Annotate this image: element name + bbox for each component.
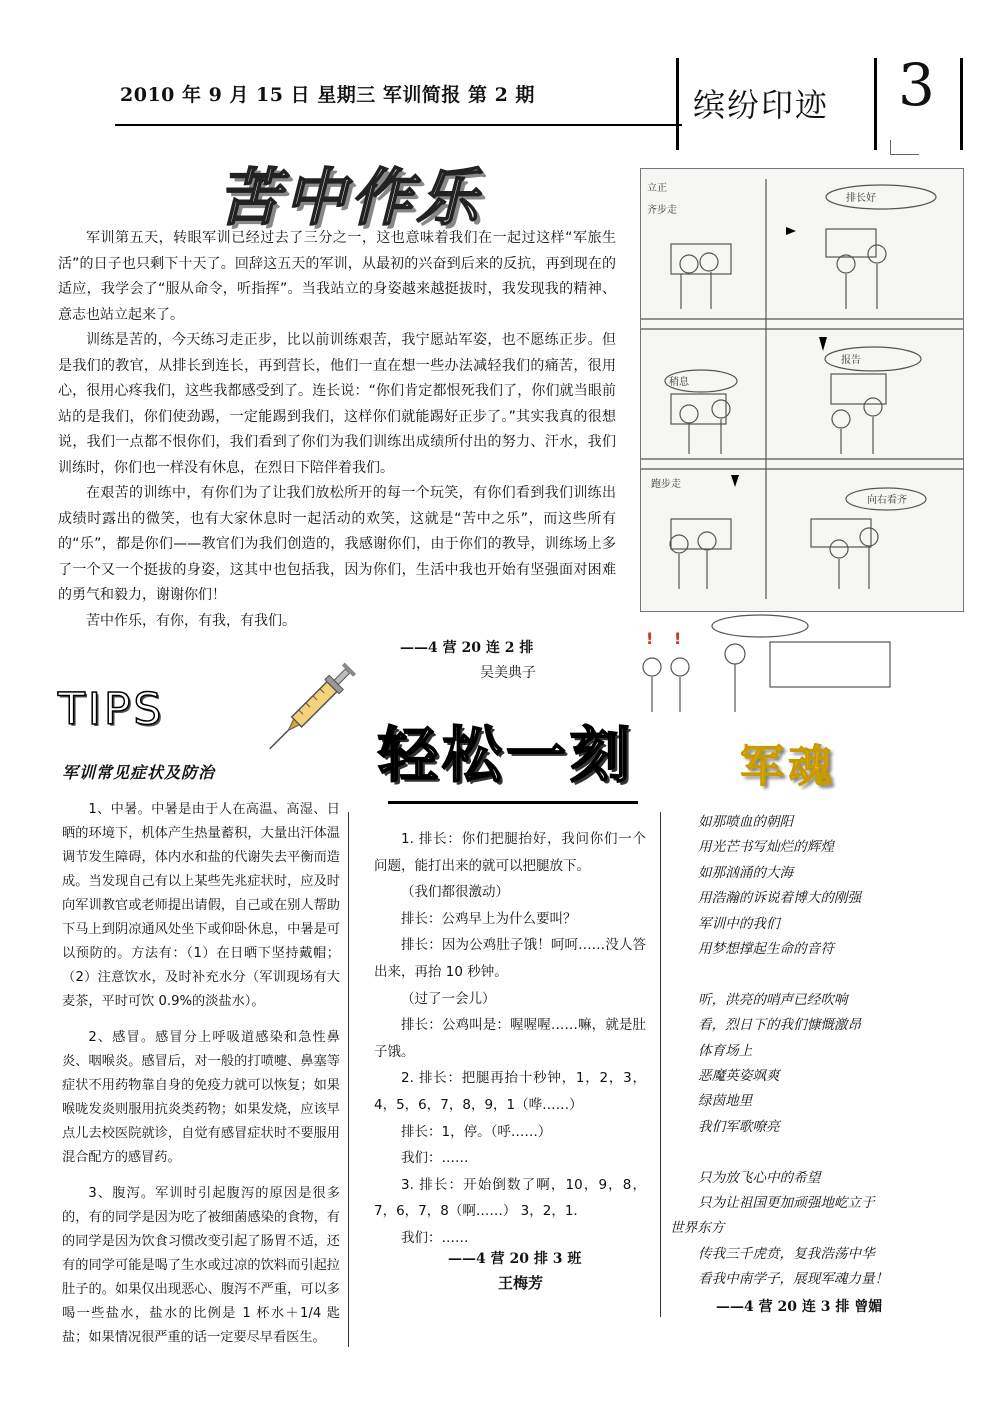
stanza-gap	[670, 1140, 950, 1165]
article-title-kuzhong: 苦中作乐	[218, 161, 483, 234]
comic-label: 齐步走	[647, 205, 677, 216]
comic-label: 向右看齐	[867, 495, 907, 506]
joke-line: 排长：公鸡叫是：喔喔喔……嘛，就是肚子饿。	[374, 1017, 646, 1060]
header-rule	[115, 124, 682, 126]
column-title: 缤纷印迹	[693, 86, 830, 124]
poem-line: 听，洪亮的哨声已经吹响	[698, 991, 848, 1008]
syringe-icon	[260, 650, 370, 760]
svg-text:!: !	[674, 629, 682, 648]
poem-title: 军魂	[740, 741, 836, 792]
poem-line: 世界东方	[670, 1220, 725, 1237]
joke-line: 3. 排长：开始倒数了啊，10，9，8，7，6，7，8（啊……） 3，2，1.	[374, 1176, 646, 1220]
poem-line: 体育场上	[698, 1042, 753, 1059]
poem-line: 我们军歌嘹亮	[698, 1118, 780, 1135]
poem-line: 如那喷血的朝阳	[698, 814, 794, 830]
header-divider-right	[960, 58, 963, 150]
poem-line: 如那汹涌的大海	[698, 864, 794, 881]
comic-label: 排长好	[846, 193, 876, 204]
section-title-qingsong: 轻松一刻	[378, 721, 634, 791]
poem-line: 绿茵地里	[698, 1093, 753, 1110]
article-paragraph: 苦中作乐，有你，有我，有我们。	[86, 612, 296, 629]
tips-body	[62, 798, 340, 1350]
joke-line: （我们都很激动）	[401, 884, 509, 901]
tips-subtitle: 军训常见症状及防治	[62, 763, 216, 782]
article-signature-unit: ——4 营 20 连 2 排	[400, 640, 534, 656]
joke-line: 排长：公鸡早上为什么要叫？	[401, 910, 577, 927]
joke-body	[374, 826, 646, 1252]
joke-line: 排长：1，停。（呼……）	[401, 1123, 552, 1140]
page-corner-mark	[890, 140, 919, 155]
poem-line: 用浩瀚的诉说着博大的刚强	[698, 890, 862, 907]
poem-line: 只为放飞心中的希望	[698, 1169, 821, 1186]
header-divider-left	[676, 58, 679, 150]
poem-line: 恶魔英姿飒爽	[698, 1068, 780, 1085]
training-comic	[640, 168, 964, 612]
joke-line: 排长：因为公鸡肚子饿！呵呵……没人答出来，再抬 10 秒钟。	[374, 937, 646, 980]
poem-line: 用光芒书写灿烂的辉煌	[698, 839, 834, 856]
poem-signature: ——4 营 20 连 3 排 曾媚	[716, 1299, 883, 1315]
stanza-gap	[670, 962, 950, 987]
tips-paragraph: 3、腹泻。军训时引起腹泻的原因是很多的，有的同学是因为吃了被细菌感染的食物，有的同学是因为饮食习惯改变引起了肠胃不适，还有的同学可能是喝了生水或过凉的饮料而引起拉肚子的。如果仅出现恶心、腹泻不严重，可以多喝一些盐水，盐水的比例是 1 杯水＋1/4 匙盐；如果情况很严重的话一定要尽早看医生。	[62, 1186, 340, 1345]
joke-line: 1. 排长：你们把腿抬好，我问你们一个问题，能打出来的就可以把腿放下。	[374, 831, 646, 874]
comic-drawing	[641, 169, 963, 611]
column-divider	[348, 812, 349, 1347]
tips-title: TIPS	[58, 684, 165, 735]
svg-text:!: !	[646, 629, 654, 648]
joke-signature-name: 王梅芳	[498, 1274, 544, 1292]
title-underline	[388, 801, 638, 804]
joke-line: 我们：……	[401, 1150, 469, 1167]
article-paragraph: 在艰苦的训练中，有你们为了让我们放松所开的每一个玩笑，有你们看到我们训练出成绩时露出的微笑，也有大家休息时一起活动的欢笑，这就是“苦中之乐”，而这些所有的“乐”，都是你们——教官们为我们创造的，我感谢你们，由于你们的教导，训练场上多了一个又一个挺拔的身姿，这其中也包括我，因为你们，生活中我也开始有坚强面对困难的勇气和毅力，谢谢你们！	[58, 485, 616, 603]
poem-line: 用梦想撑起生命的音符	[698, 941, 834, 958]
poem-line: 军训中的我们	[698, 915, 780, 932]
poem-line: 看，烈日下的我们慷慨激昂	[698, 1017, 862, 1034]
comic-label: 稍息	[669, 377, 689, 388]
poem-line: 看我中南学子，展现军魂力量！	[698, 1271, 889, 1288]
comic-lower-drawing	[640, 612, 940, 722]
tips-paragraph: 1、中暑。中暑是由于人在高温、高湿、日晒的环境下，机体产生热量蓄积，大量出汗体温调节发生障碍，体内水和盐的代谢失去平衡而造成。当发现自己有以上某些先兆症状时，应及时向军训教官或老师提出请假，自己或在别人帮助下马上到阴凉通风处坐下或仰卧休息，中暑是可以预防的。方法有：（1）在日晒下坚持戴帽；（2）注意饮水，及时补充水分（军训现场有大麦茶，平时可饮 0.9%的淡盐水）。	[62, 802, 340, 1009]
tips-paragraph: 2、感冒。感冒分上呼吸道感染和急性鼻炎、咽喉炎。感冒后，对一般的打喷嚏、鼻塞等症状不用药物靠自身的免疫力就可以恢复；如果喉咙发炎则服用抗炎类药物；如果发烧，应该早点儿去校医院就诊，自觉有感冒症状时不要服用混合配方的感冒药。	[62, 1030, 340, 1165]
article-paragraph: 军训第五天，转眼军训已经过去了三分之一，这也意味着我们在一起过这样“军旅生活”的日子也只剩下十天了。回辞这五天的军训，从最初的兴奋到后来的反抗，再到现在的适应，我学会了“服从命令，听指挥”。当我站立的身姿越来越挺拔时，我发现我的精神、意志也站立起来了。	[58, 230, 616, 323]
comic-label: 跑步走	[651, 479, 681, 490]
poem-line: 传我三千虎贲，复我浩荡中华	[698, 1245, 875, 1262]
article-paragraph: 训练是苦的，今天练习走正步，比以前训练艰苦，我宁愿站军姿，也不愿练正步。但是我们的教官，从排长到连长，再到营长，他们一直在想一些办法减轻我们的痛苦，很用心，很用心疼我们，这些我都感受到了。连长说：“你们肯定都恨死我们了，你们就当眼前站的是我们，你们使劲踢，一定能踢到我们，这样你们就能踢好正步了。”其实我真的很想说，我们一点都不恨你们，我们看到了你们为我们训练出成绩所付出的努力、汗水，我们训练时，你们也一样没有休息，在烈日下陪伴着我们。	[58, 332, 616, 476]
joke-line: 2. 排长：把腿再抬十秒钟，1，2，3，4，5，6，7，8，9，1（哗……）	[374, 1070, 646, 1113]
comic-label: 报告	[841, 355, 861, 366]
poem-body	[670, 810, 950, 1293]
joke-line: 我们：……	[401, 1229, 469, 1246]
column-divider	[660, 812, 661, 1317]
header-divider-middle	[874, 58, 877, 150]
article-body-kuzhong	[58, 226, 616, 634]
poem-line: 只为让祖国更加顽强地屹立于	[698, 1195, 875, 1212]
page-number: 3	[898, 51, 935, 119]
joke-signature-unit: ——4 营 20 排 3 班	[448, 1251, 582, 1267]
joke-line: （过了一会儿）	[401, 990, 496, 1007]
training-comic-lower	[640, 612, 940, 722]
article-signature-name: 吴美典子	[480, 665, 536, 681]
issue-date-line: 2010 年 9 月 15 日 星期三 军训简报 第 2 期	[120, 84, 535, 106]
comic-label: 立正	[647, 183, 667, 194]
